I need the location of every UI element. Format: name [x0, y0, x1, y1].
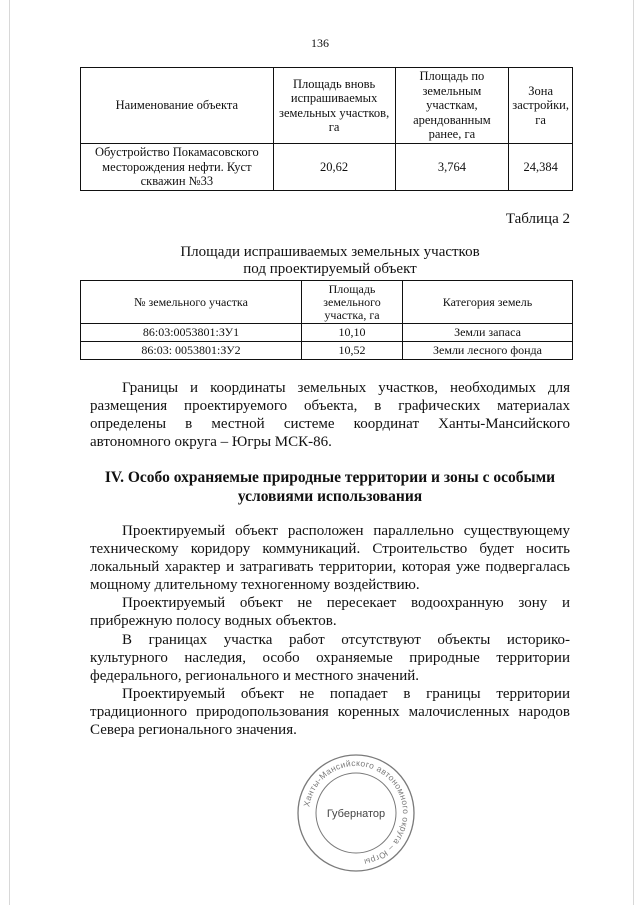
table-header-row [81, 68, 573, 144]
table-cell: 24,384 [509, 144, 573, 191]
table-cell: Земли лесного фонда [403, 342, 573, 360]
table-cell: Земли запаса [403, 324, 573, 342]
land-plots-table [80, 280, 573, 360]
table-header-cell: Площадь вновь испрашиваемых земельных участков, га [273, 68, 395, 144]
scan-edge-left [9, 0, 10, 905]
table-header-cell: Площадь земельного участка, га [302, 281, 403, 324]
table-cell: 3,764 [395, 144, 509, 191]
table-row [81, 144, 573, 191]
section-heading: IV. Особо охраняемые природные территории и зоны с особыми условиями использования [104, 469, 556, 505]
table-cell: 86:03:0053801:ЗУ1 [81, 324, 302, 342]
table-header-cell: Зона застройки, га [509, 68, 573, 144]
table-cell: 10,52 [302, 342, 403, 360]
table-cell: 20,62 [273, 144, 395, 191]
table-cell: Обустройство Покамасовского месторождения нефти. Куст скважин №33 [81, 144, 274, 191]
table-row [81, 324, 573, 342]
table-title: Площади испрашиваемых земельных участков под проектируемый объект [180, 244, 480, 277]
table-header-cell: № земельного участка [81, 281, 302, 324]
table-header-cell: Площадь по земельным участкам, арендованным ранее, га [395, 68, 509, 144]
table-header-cell: Категория земель [403, 281, 573, 324]
page-number: 136 [311, 36, 329, 50]
body-paragraph: Проектируемый объект расположен параллельно существующему техническому коридору коммуникаций. Строительство будет носить локальный характер и затрагивать территории, которая уже подвергалась мощному длительному техногенному воздействию. [90, 523, 570, 593]
body-paragraph: Проектируемый объект не попадает в границы территории традиционного природопользования коренных малочисленных народов Севера регионального значения. [90, 686, 570, 738]
table-caption: Таблица 2 [505, 211, 570, 227]
table-cell: 10,10 [302, 324, 403, 342]
seal-center-text: Губернатор [326, 808, 386, 820]
table-header-cell: Наименование объекта [81, 68, 274, 144]
table-row [81, 342, 573, 360]
boundaries-paragraph: Границы и координаты земельных участков, необходимых для размещения проектируемого объекта, в графических материалах определены в местной системе координат Ханты-Мансийского автономного округа – Югры МСК-86. [90, 380, 570, 450]
body-paragraph: Проектируемый объект не пересекает водоохранную зону и прибрежную полосу водных объектов. [90, 595, 570, 629]
objects-area-table [80, 67, 573, 191]
scan-edge-right [633, 0, 634, 905]
governor-seal-stamp [294, 751, 418, 875]
body-paragraph: В границах участка работ отсутствуют объекты историко-культурного наследия, особо охраняемые природные территории федерального, регионального и местного значений. [90, 632, 570, 684]
table-header-row [81, 281, 573, 324]
seal-ring-text: Ханты-Мансийского автономного округа – Югры [301, 757, 412, 868]
table-cell: 86:03: 0053801:ЗУ2 [81, 342, 302, 360]
